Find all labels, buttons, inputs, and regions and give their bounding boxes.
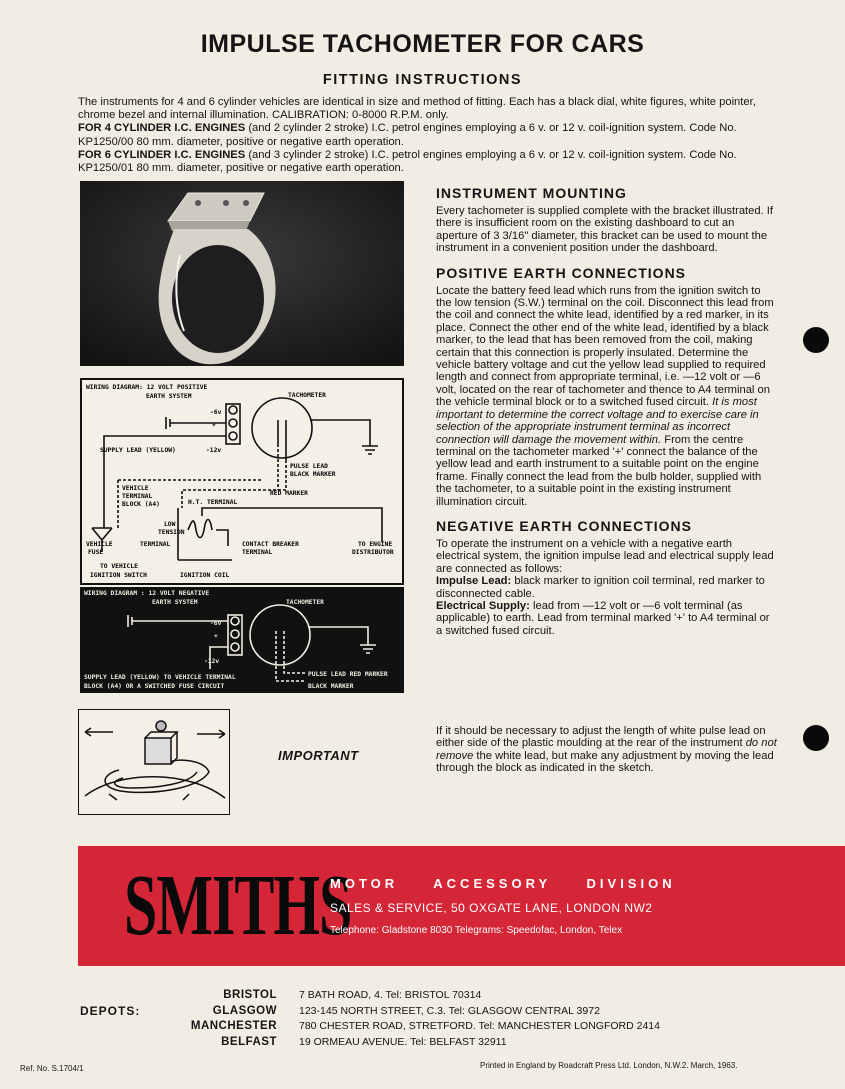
intro-6-cylinder	[78, 149, 778, 175]
telephone-info: Telephone: Gladstone 8030 Telegrams: Speedofac, London, Telex	[330, 925, 623, 936]
diagram-neg-title-2: EARTH SYSTEM	[152, 599, 198, 606]
diagram-neg-minus6: -6v	[210, 620, 222, 627]
reference-number: Ref. No. S.1704/1	[20, 1064, 84, 1073]
diagram-neg-pulse: PULSE LEAD RED MARKER	[308, 671, 388, 678]
impulse-lead-label: Impulse Lead:	[436, 575, 512, 588]
diagram-neg-minus12: -12v	[204, 658, 220, 665]
positive-text-1: Locate the battery feed lead which runs from the ignition switch to the low tension (S.W.) terminal on the coil. Disconnect this lead from the coil and connect the white lead, identified by a red marker, in its place. Connect the other end of the white lead, identified by a black marker, to the lead that has been removed from the coil, making certain that this connection is properly insulated. Determine the vehicle battery voltage and cut the yellow lead supplied to required length and connect from appropriate terminal, i.e. —12 volt or —6 volt, located on the rear of tachometer and thence to A4 terminal on the vehicle terminal block or to a switched fused circuit.	[436, 284, 774, 409]
diagram-pos-coil: IGNITION COIL	[180, 572, 230, 579]
depot-city: BRISTOL	[223, 989, 277, 1001]
intro-4-cylinder	[78, 122, 778, 148]
diagram-pos-ht: H.T. TERMINAL	[188, 499, 238, 506]
sales-address: SALES & SERVICE, 50 OXGATE LANE, LONDON NW2	[330, 901, 653, 915]
mounting-text: Every tachometer is supplied complete with the bracket illustrated. If there is insufficient room on the existing dashboard to cut an aperture of 3 3/16" diameter, this bracket can be used to mount the instrument in a convenient position under the dashboard.	[436, 205, 774, 255]
diagram-pos-vtb-1: VEHICLE	[122, 485, 149, 492]
diagram-neg-plus: +	[214, 633, 218, 640]
mounting-heading: INSTRUMENT MOUNTING	[436, 185, 627, 201]
depot-address: 780 CHESTER ROAD, STRETFORD. Tel: MANCHESTER LONGFORD 2414	[299, 1020, 660, 1032]
positive-text	[436, 285, 778, 508]
adjust-text-1: If it should be necessary to adjust the length of white pulse lead on either side of the plastic moulding at the rear of the instrument	[436, 725, 766, 750]
bracket-photo	[80, 181, 404, 366]
depots-label: DEPOTS:	[80, 1004, 141, 1018]
smiths-banner	[78, 846, 845, 966]
diagram-pos-fuse-1: VEHICLE	[86, 541, 113, 548]
binder-hole	[803, 725, 829, 751]
diagram-pos-red-marker: RED MARKER	[270, 490, 308, 497]
diagram-pos-supply: SUPPLY LEAD (YELLOW)	[100, 447, 176, 454]
depot-city: GLASGOW	[212, 1004, 277, 1017]
diagram-pos-fuse-2: FUSE	[88, 549, 104, 556]
diagram-pos-lt-1: LOW	[164, 521, 176, 528]
diagram-pos-minus12: -12v	[206, 447, 222, 454]
positive-warning: It is most important to determine the correct voltage and to exercise care in selection of the appropriate instrument terminal as incorrect connection will damage the movement within.	[436, 396, 759, 446]
diagram-pos-pulse-2: BLACK MARKER	[290, 471, 336, 478]
lead-adjust-drawing	[79, 710, 228, 813]
text-6-cylinder: (and 3 cylinder 2 stroke) I.C. petrol engines employing a 6 v. or 12 v. coil-ignition system. Code No. KP1250/01 80 mm. diameter, positive or negative earth operation.	[78, 148, 737, 175]
diagram-pos-plus: +	[212, 422, 216, 429]
negative-heading: NEGATIVE EARTH CONNECTIONS	[436, 517, 692, 534]
adjust-note	[436, 725, 778, 775]
diagram-pos-lt-2: TENSION	[158, 529, 185, 536]
positive-heading: POSITIVE EARTH CONNECTIONS	[436, 264, 687, 281]
electrical-supply-body: lead from —12 volt or —6 volt terminal (as applicable) to earth. Lead from terminal marked '+' to A4 terminal or a switched fused circuit.	[436, 599, 770, 637]
depot-address: 7 BATH ROAD, 4. Tel: BRISTOL 70314	[299, 989, 482, 1001]
diagram-pos-dist-1: TO ENGINE	[358, 541, 393, 548]
depot-address: 123-145 NORTH STREET, C.3. Tel: GLASGOW CENTRAL 3972	[299, 1004, 600, 1017]
lead-adjust-sketch	[78, 709, 230, 815]
adjust-warning: do not remove	[436, 737, 777, 762]
diagram-neg-title-1: WIRING DIAGRAM : 12 VOLT NEGATIVE	[84, 590, 210, 597]
diagram-pos-title-2: EARTH SYSTEM	[146, 393, 192, 400]
impulse-lead-body: black marker to ignition coil terminal, red marker to disconnected cable.	[436, 575, 765, 600]
page-title: IMPULSE TACHOMETER FOR CARS	[200, 30, 645, 58]
diagram-pos-minus6: -6v	[210, 409, 222, 416]
adjust-text-2: the white lead, but make any adjustment by moving the lead through the block as indicated in the sketch.	[436, 749, 774, 775]
text-4-cylinder: (and 2 cylinder 2 stroke) I.C. petrol engines employing a 6 v. or 12 v. coil-ignition system. Code No. KP1250/00 80 mm. diameter, positive or negative earth operation.	[78, 122, 737, 148]
diagram-pos-dist-2: DISTRIBUTOR	[352, 549, 394, 556]
electrical-supply-label: Electrical Supply:	[436, 599, 530, 612]
wiring-diagram-positive-drawing	[82, 380, 402, 583]
binder-hole	[803, 327, 829, 353]
positive-text-2: From the centre terminal on the tachometer marked '+' connect the balance of the yellow lead and earth instrument to a suitable point on the engine frame. Finally connect the lead from the bulb holder, supplied with the tachometer, to a suitable point in the existing instrument illumination circuit.	[436, 433, 762, 508]
intro-text	[78, 96, 778, 175]
diagram-neg-supply-2: BLOCK (A4) OR A SWITCHED FUSE CIRCUIT	[84, 683, 225, 690]
diagram-pos-cb-2: TERMINAL	[242, 549, 273, 556]
diagram-pos-vtb-2: TERMINAL	[122, 493, 153, 500]
important-label: IMPORTANT	[278, 748, 359, 763]
heading-6-cylinder: FOR 6 CYLINDER I.C. ENGINES	[78, 148, 246, 161]
electrical-supply-text	[436, 600, 778, 637]
depot-city: BELFAST	[221, 1035, 277, 1048]
negative-text: To operate the instrument on a vehicle with a negative earth electrical system, the ignition impulse lead and electrical supply lead are connected as follows:	[436, 537, 774, 575]
diagram-pos-cb-1: CONTACT BREAKER	[242, 541, 299, 548]
division-name: MOTOR ACCESSORY DIVISION	[330, 876, 676, 891]
diagram-pos-lt-3: TERMINAL	[140, 541, 171, 548]
adjust-text	[436, 725, 778, 775]
page-subtitle: FITTING INSTRUCTIONS	[322, 72, 523, 88]
depot-city: MANCHESTER	[190, 1020, 277, 1032]
diagram-pos-pulse-1: PULSE LEAD	[290, 463, 328, 470]
intro-paragraph: The instruments for 4 and 6 cylinder vehicles are identical in size and method of fitting. Each has a black dial, white figures, white pointer, chrome bezel and internal illumination. CALIBRATION: 0-8000 R.P.M. only.	[78, 96, 756, 122]
bracket-image	[80, 181, 404, 366]
impulse-lead-text	[436, 575, 778, 600]
diagram-pos-ign-2: IGNITION SWITCH	[90, 572, 147, 579]
depot-address: 19 ORMEAU AVENUE. Tel: BELFAST 32911	[299, 1035, 507, 1048]
wiring-diagram-negative-drawing	[80, 587, 404, 693]
wiring-diagram-positive	[80, 378, 404, 585]
diagram-pos-vtb-3: BLOCK (A4)	[122, 501, 160, 508]
heading-4-cylinder: FOR 4 CYLINDER I.C. ENGINES	[78, 122, 246, 135]
diagram-pos-tachometer-label: TACHOMETER	[288, 392, 326, 399]
diagram-pos-title-1: WIRING DIAGRAM: 12 VOLT POSITIVE	[86, 384, 208, 391]
diagram-pos-ign-1: TO VEHICLE	[100, 563, 138, 570]
printer-credit: Printed in England by Roadcraft Press Ltd. London, N.W.2. March, 1963.	[480, 1061, 738, 1070]
diagram-neg-black-marker: BLACK MARKER	[308, 683, 354, 690]
wiring-diagram-negative	[80, 587, 404, 693]
smiths-logo: SMITHS	[124, 857, 352, 953]
diagram-neg-tachometer-label: TACHOMETER	[286, 599, 324, 606]
instructions-column	[436, 185, 778, 647]
diagram-neg-supply-1: SUPPLY LEAD (YELLOW) TO VEHICLE TERMINAL	[84, 674, 236, 681]
